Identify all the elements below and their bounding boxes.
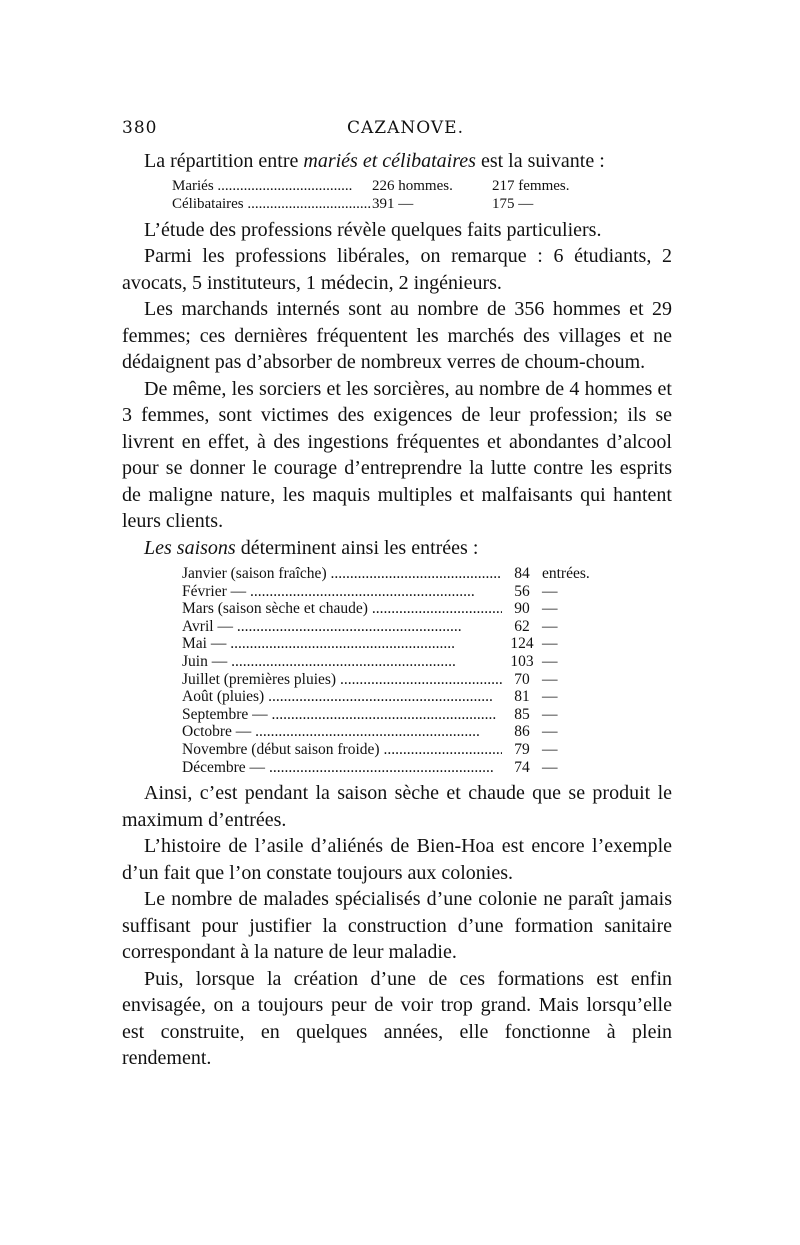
entries-unit: —	[542, 688, 558, 706]
table-row	[172, 177, 672, 195]
entries-count: 90	[514, 600, 530, 618]
men-count: 391 —	[372, 195, 414, 212]
seasons-table	[182, 565, 672, 776]
entries-count: 81	[514, 688, 530, 706]
month-label: Juin — .....	[182, 653, 502, 671]
table-row	[172, 195, 672, 213]
entries-count: 74	[514, 758, 530, 776]
row-label: Mariés .....	[172, 177, 372, 195]
month-label: Août (pluies) .....	[182, 688, 502, 706]
month-label: Janvier (saison fraîche) .....	[182, 565, 502, 583]
men-count: 226 hommes.	[372, 177, 453, 194]
table-row	[182, 723, 672, 741]
entries-count: 103	[510, 652, 534, 670]
month-label: Février — .....	[182, 583, 502, 601]
women-count: 217 femmes.	[492, 177, 570, 194]
entries-unit: —	[542, 617, 558, 635]
month-label: Novembre (début saison froide) .....	[182, 741, 502, 759]
page-number: 380	[122, 118, 158, 138]
entries-count: 62	[514, 617, 530, 635]
book-page	[122, 118, 672, 1072]
entries-count: 84	[514, 565, 530, 582]
paragraph-liberal-professions: Parmi les professions libérales, on remarque : 6 étudiants, 2 avocats, 5 instituteurs, 1 médecin, 2 ingénieurs.	[122, 245, 672, 294]
month-label: Mai — .....	[182, 635, 502, 653]
paragraph-professions: L’étude des professions révèle quelques faits particuliers.	[144, 218, 602, 241]
table-row	[182, 671, 672, 689]
month-label: Octobre — .....	[182, 723, 502, 741]
paragraph-construction: Puis, lorsque la création d’une de ces formations est enfin envisagée, on a toujours peur de voir trop grand. Mais lorsqu’elle est construite, en quelques années, elle fonctionne à plein rendement.	[122, 967, 672, 1070]
table-row	[182, 653, 672, 671]
paragraph-seasons-intro: Les saisons déterminent ainsi les entrées :	[144, 536, 479, 559]
entries-unit: —	[542, 600, 558, 618]
table-row	[182, 565, 672, 583]
running-head	[122, 118, 672, 148]
paragraph-marital-distribution: La répartition entre mariés et célibataires est la suivante :	[144, 150, 605, 172]
paragraph-merchants: Les marchands internés sont au nombre de 356 hommes et 29 femmes; ces dernières fréquentent les marchés des villages et ne dédaignent pas d’absorber de nombreux verres de choum-choum.	[122, 298, 672, 373]
month-label: Décembre — .....	[182, 759, 502, 777]
entries-unit: —	[542, 652, 558, 670]
month-label: Mars (saison sèche et chaude) .....	[182, 600, 502, 618]
table-row	[182, 618, 672, 636]
entries-unit: entrées.	[542, 565, 590, 582]
entries-unit: —	[542, 740, 558, 758]
table-row	[182, 688, 672, 706]
month-label: Septembre — .....	[182, 706, 502, 724]
month-label: Juillet (premières pluies) .....	[182, 671, 502, 689]
entries-unit: —	[542, 670, 558, 688]
table-row	[182, 635, 672, 653]
civil-status-table	[172, 177, 672, 213]
running-title: CAZANOVE.	[347, 118, 464, 138]
entries-unit: —	[542, 705, 558, 723]
table-row	[182, 706, 672, 724]
entries-unit: —	[542, 582, 558, 600]
paragraph-asylum-history: L’histoire de l’asile d’aliénés de Bien-Hoa est encore l’exemple d’un fait que l’on constate toujours aux colonies.	[122, 835, 672, 884]
table-row	[182, 600, 672, 618]
entries-count: 70	[514, 670, 530, 688]
paragraph-maximum-entries: Ainsi, c’est pendant la saison sèche et chaude que se produit le maximum d’entrées.	[122, 782, 672, 831]
entries-unit: —	[542, 635, 558, 653]
entries-count: 56	[514, 582, 530, 600]
entries-count: 79	[514, 740, 530, 758]
women-count: 175 —	[492, 195, 534, 212]
entries-count: 124	[510, 635, 534, 653]
row-label: Célibataires .....	[172, 195, 372, 213]
paragraph-number-of-patients: Le nombre de malades spécialisés d’une colonie ne paraît jamais suffisant pour justifier la construction d’une formation sanitaire correspondant à la nature de leur maladie.	[122, 888, 672, 964]
entries-count: 85	[514, 705, 530, 723]
table-row	[182, 741, 672, 759]
entries-unit: —	[542, 723, 558, 741]
italic-phrase: mariés et célibataires	[303, 150, 476, 172]
paragraph-sorcerers: De même, les sorciers et les sorcières, au nombre de 4 hommes et 3 femmes, sont victimes des exigences de leur profession; ils se livrent en effet, à des ingestions fréquentes et abondantes d’alcool pour se donner le courage d’entreprendre la lutte contre les esprits de maligne nature, les maquis multiples et malfaisants qui hantent leurs clients.	[122, 377, 672, 532]
table-row	[182, 759, 672, 777]
month-label: Avril — .....	[182, 618, 502, 636]
table-row	[182, 583, 672, 601]
entries-count: 86	[514, 723, 530, 741]
entries-unit: —	[542, 758, 558, 776]
italic-phrase: Les saisons	[144, 536, 236, 559]
